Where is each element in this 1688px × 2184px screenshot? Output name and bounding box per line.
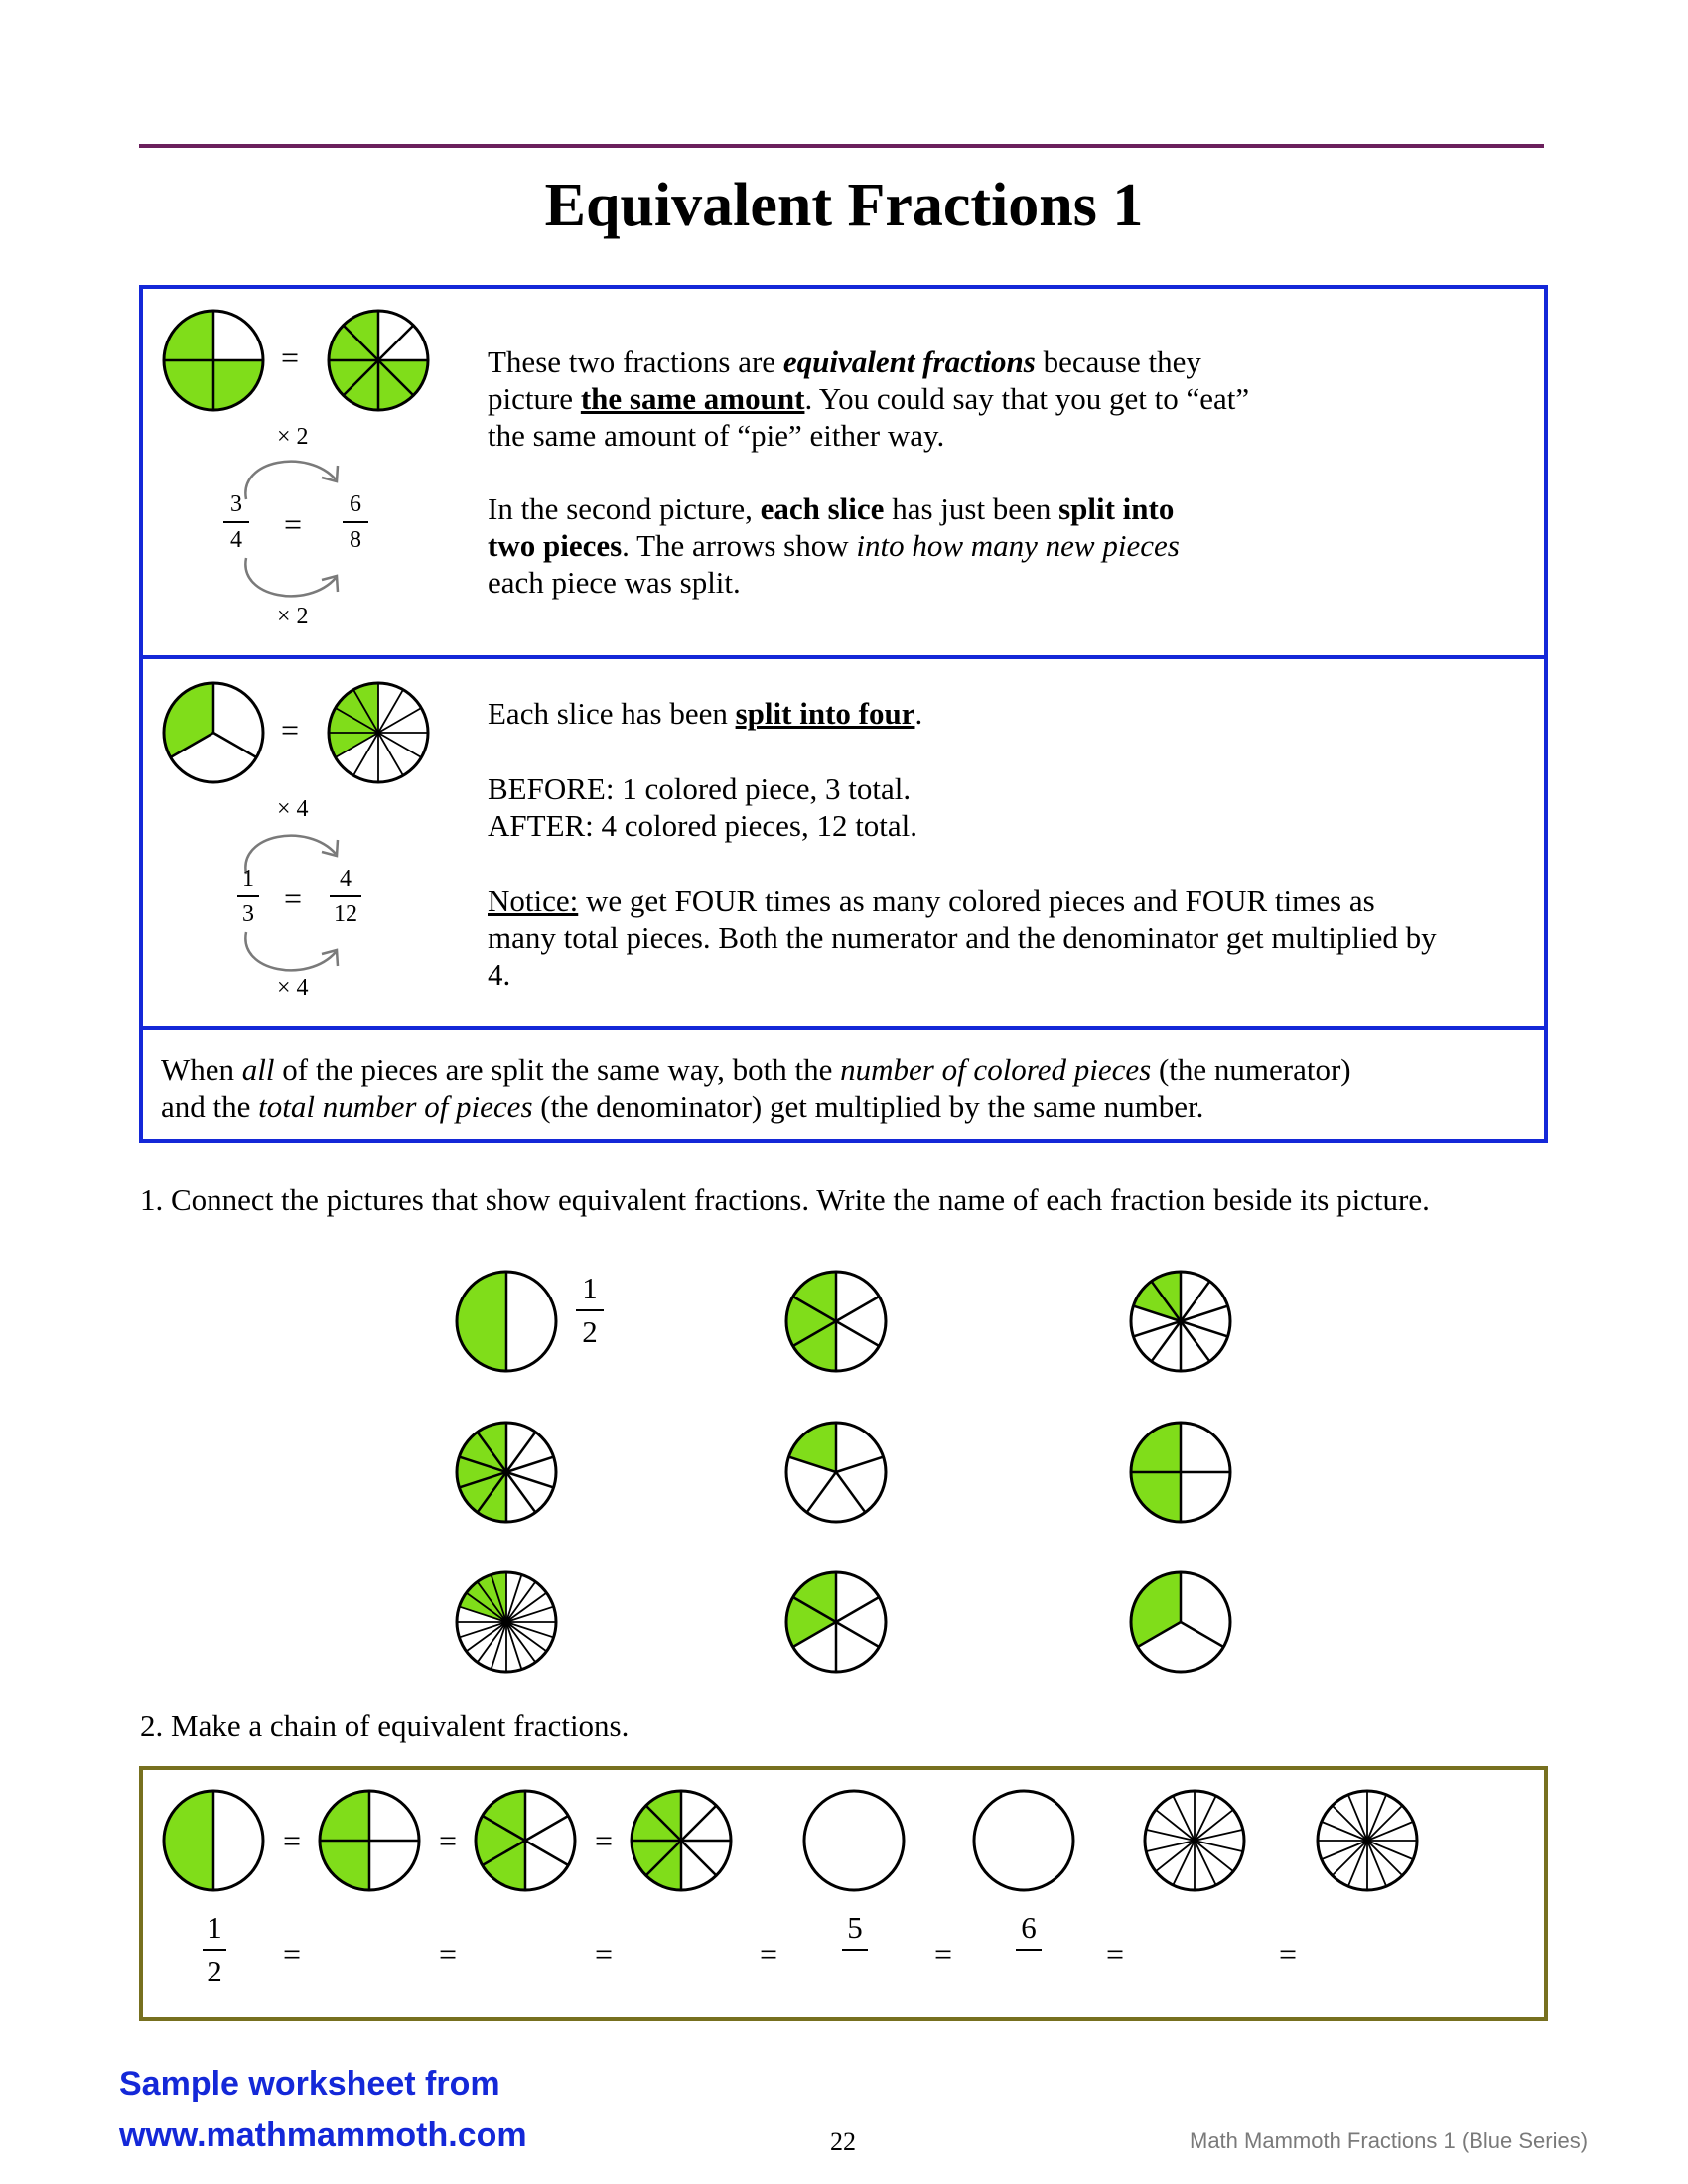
series-credit: Math Mammoth Fractions 1 (Blue Series) (1190, 2128, 1589, 2153)
arrow-bottom-icon (238, 556, 348, 606)
sample-notice (119, 2058, 527, 2161)
q2-chain-pie (802, 1789, 906, 1892)
fraction-one-half-start: 1 2 (200, 1911, 229, 1988)
equals-sign: = (281, 712, 300, 748)
multiplier-top: × 4 (277, 796, 309, 822)
fraction-six-over-blank: 6 (1014, 1911, 1044, 1955)
question-1-prompt: 1. Connect the pictures that show equivalent fractions. Write the name of each fraction beside its picture. (140, 1182, 1430, 1217)
arrow-top-icon (238, 452, 348, 501)
q1-pie (455, 1421, 558, 1524)
q1-pie (784, 1270, 888, 1373)
fraction-six-eighths: 6 8 (341, 491, 370, 553)
website-link[interactable]: www.mathmammoth.com (119, 2116, 527, 2154)
q2-chain-pie (972, 1789, 1075, 1892)
pie-four-twelfths (327, 681, 430, 784)
q1-pie (1129, 1570, 1232, 1674)
answer-equals: = (760, 1936, 778, 1972)
equals-sign: = (284, 506, 303, 542)
info-box-divider-2 (139, 1026, 1548, 1030)
fraction-four-twelfths: 4 12 (328, 866, 363, 927)
top-rule (139, 144, 1544, 148)
pie-filled-slice (457, 1272, 506, 1371)
pie-filled-slice (164, 1791, 213, 1890)
answer-equals: = (934, 1936, 953, 1972)
equals-sign: = (283, 1823, 302, 1858)
pie-six-eighths (327, 309, 430, 412)
box3-text: When all of the pieces are split the same way, both the number of colored pieces (the numerator) and the total number of pieces (the denominator) get multiplied by the same number. (161, 1052, 1351, 1124)
equals-sign: = (595, 1823, 614, 1858)
q2-chain-pie (1143, 1789, 1246, 1892)
fraction-three-fourths: 3 4 (221, 491, 251, 553)
q2-chain-pie (318, 1789, 421, 1892)
fraction-one-third: 1 3 (233, 866, 263, 927)
arrow-bottom-icon (238, 930, 348, 980)
q1-pie (455, 1270, 558, 1373)
q2-chain-pie (1316, 1789, 1419, 1892)
sample-line: Sample worksheet from (119, 2065, 500, 2103)
q2-chain-pie (630, 1789, 733, 1892)
fraction-one-half-example: 1 2 (574, 1272, 606, 1349)
answer-equals: = (283, 1936, 302, 1972)
question-2-prompt: 2. Make a chain of equivalent fractions. (140, 1708, 630, 1743)
page-number: 22 (830, 2127, 856, 2156)
q2-chain-pie (474, 1789, 577, 1892)
box1-text: These two fractions are equivalent fractions because they picture the same amount. You could say that you get to “eat” the same amount of “pie” either way. In the second picture, each slice has just been split into two pieces. The arrows show into how many new pieces each piece was split. (488, 344, 1250, 600)
q1-pie (1129, 1270, 1232, 1373)
q1-pie (784, 1570, 888, 1674)
fraction-five-over-blank: 5 (840, 1911, 870, 1955)
q2-chain-pie (162, 1789, 265, 1892)
equals-sign: = (281, 340, 300, 375)
equals-sign: = (439, 1823, 458, 1858)
multiplier-top: × 2 (277, 424, 309, 450)
answer-equals: = (1279, 1936, 1298, 1972)
info-box-divider-1 (139, 655, 1548, 659)
q1-pie (784, 1421, 888, 1524)
pie-three-fourths (162, 309, 265, 412)
answer-equals: = (595, 1936, 614, 1972)
multiplier-bottom: × 2 (277, 604, 309, 629)
q1-pie (1129, 1421, 1232, 1524)
pie-one-third (162, 681, 265, 784)
q1-pie (455, 1570, 558, 1674)
box2-text: Each slice has been split into four. BEFORE: 1 colored piece, 3 total. AFTER: 4 colored pieces, 12 total. Notice: we get FOUR times as many colored pieces and FOUR times as many total pieces. Both the numerator and the denominator get multiplied by 4. (488, 696, 1437, 992)
multiplier-bottom: × 4 (277, 975, 309, 1001)
page-title: Equivalent Fractions 1 (544, 172, 1144, 239)
equals-sign: = (284, 881, 303, 916)
answer-equals: = (1106, 1936, 1125, 1972)
answer-equals: = (439, 1936, 458, 1972)
